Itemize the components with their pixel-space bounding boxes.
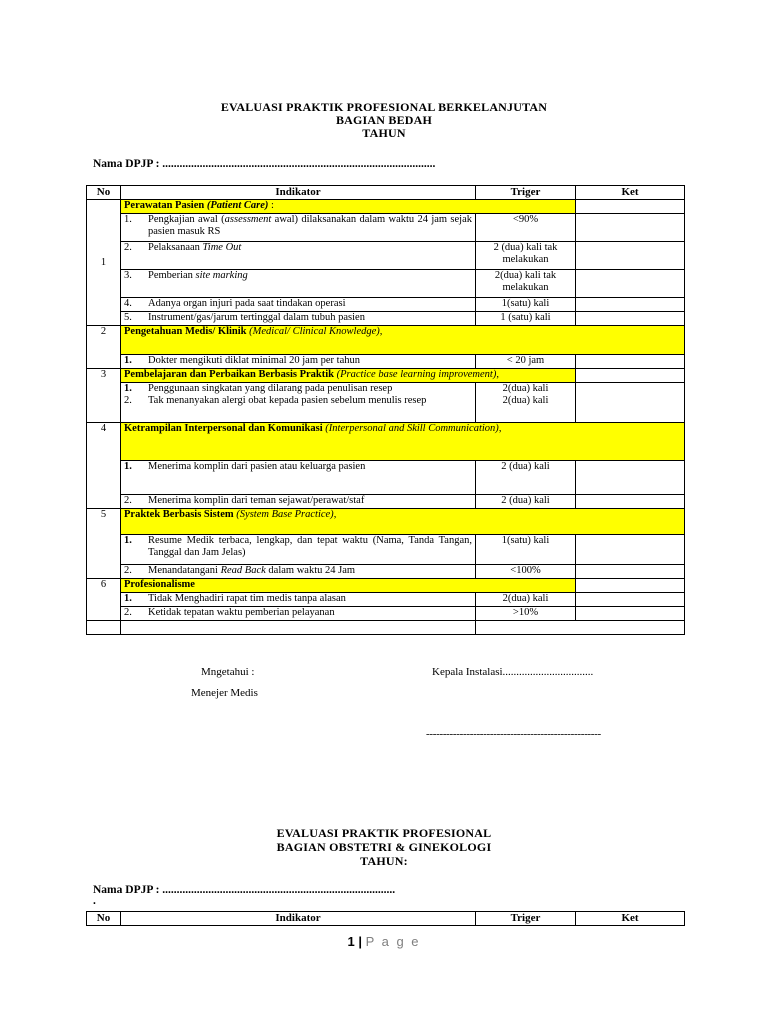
section-4-no: 4 — [87, 423, 121, 509]
section-5-no: 5 — [87, 509, 121, 579]
table-row: 2. Menandatangani Read Back dalam waktu 24 Jam <100% — [87, 565, 685, 579]
ket-cell — [576, 214, 685, 242]
ket-cell — [576, 355, 685, 369]
mengetahui-label: Mngetahui : — [201, 666, 255, 678]
table-header-row — [87, 186, 685, 200]
table-row: 2. Ketidak tepatan waktu pemberian pelayanan >10% — [87, 607, 685, 621]
section-4-title: Ketrampilan Interpersonal dan Komunikasi (Interpersonal and Skill Communication), — [121, 423, 685, 461]
page-label: P a g e — [365, 934, 421, 949]
doc2-nama-dpjp: Nama DPJP : ................................................................................. — [93, 884, 396, 896]
table-row: 4. Adanya organ injuri pada saat tindakan operasi 1(satu) kali — [87, 298, 685, 312]
doc1-nama-dpjp: Nama DPJP : ............................................................................................... — [93, 158, 436, 170]
section-6-title: Profesionalisme — [121, 579, 576, 593]
ket-cell — [576, 495, 685, 509]
table-row: 1. Pengkajian awal (assessment awal) dilaksanakan dalam waktu 24 jam sejak pasien masuk RS <90% — [87, 214, 685, 242]
table-row: 1. Dokter mengikuti diklat minimal 20 jam per tahun < 20 jam — [87, 355, 685, 369]
ket-cell — [576, 461, 685, 495]
header-ket: Ket — [576, 186, 685, 200]
section-1-no: 1 — [87, 200, 121, 326]
section-3-no: 3 — [87, 369, 121, 423]
header-triger: Triger — [476, 912, 576, 926]
triger-cell: <100% — [476, 565, 576, 579]
table-row: 1. Tidak Menghadiri rapat tim medis tanpa alasan 2(dua) kali — [87, 593, 685, 607]
section-2-title: Pengetahuan Medis/ Klinik (Medical/ Clinical Knowledge), — [121, 326, 685, 355]
doc2-evaluation-table — [86, 911, 685, 926]
section-3-title: Pembelajaran dan Perbaikan Berbasis Praktik (Practice base learning improvement), — [121, 369, 576, 383]
header-ket: Ket — [576, 912, 685, 926]
ket-cell — [576, 298, 685, 312]
ket-cell — [576, 565, 685, 579]
doc1-title-line-2: BAGIAN BEDAH — [335, 113, 433, 127]
triger-cell: < 20 jam — [476, 355, 576, 369]
doc1-title-line-3: TAHUN — [362, 126, 406, 140]
ket-cell — [576, 270, 685, 298]
table-empty-row — [87, 621, 685, 635]
table-row: 5. Instrument/gas/jarum tertinggal dalam tubuh pasien 1 (satu) kali — [87, 312, 685, 326]
page-number: 1 — [347, 934, 355, 949]
menejer-medis-label: Menejer Medis — [191, 687, 258, 699]
header-triger: Triger — [476, 186, 576, 200]
ket-cell — [576, 242, 685, 270]
signature-line: ---------------------------------------------------- — [426, 728, 601, 740]
table-row: 2. Pelaksanaan Time Out 2 (dua) kali tak melakukan — [87, 242, 685, 270]
triger-cell: 2 (dua) kali tak melakukan — [476, 242, 576, 270]
ket-cell — [576, 535, 685, 565]
table-row: 2. Menerima komplin dari teman sejawat/perawat/staf 2 (dua) kali — [87, 495, 685, 509]
kepala-instalasi-label: Kepala Instalasi................................. — [432, 666, 594, 678]
triger-cell: 2(dua) kali — [476, 593, 576, 607]
ket-cell — [576, 607, 685, 621]
triger-cell: 2(dua) kali tak melakukan — [476, 270, 576, 298]
doc1-evaluation-table — [86, 185, 685, 635]
triger-cell: 2 (dua) kali — [476, 461, 576, 495]
doc2-title-line-3: TAHUN: — [360, 854, 408, 868]
page-footer — [0, 934, 768, 949]
table-header-row — [87, 912, 685, 926]
table-row: 1. Penggunaan singkatan yang dilarang pada penulisan resep 2. Tak menanyakan alergi obat kepada pasien sebelum menulis resep 2(dua) kali 2(dua) kali — [87, 383, 685, 423]
ket-cell — [576, 593, 685, 607]
header-indikator: Indikator — [121, 186, 476, 200]
table-row: 3. Pemberian site marking 2(dua) kali tak melakukan — [87, 270, 685, 298]
ket-cell — [576, 312, 685, 326]
doc2-title-line-2: BAGIAN OBSTETRI & GINEKOLOGI — [276, 840, 492, 854]
triger-cell: >10% — [476, 607, 576, 621]
doc1-title-line-1: EVALUASI PRAKTIK PROFESIONAL BERKELANJUTAN — [220, 100, 548, 114]
section-2-no: 2 — [87, 326, 121, 369]
triger-cell: 2 (dua) kali — [476, 495, 576, 509]
header-indikator: Indikator — [121, 912, 476, 926]
ket-cell — [576, 383, 685, 423]
page-separator: | — [358, 934, 362, 949]
triger-cell: <90% — [476, 214, 576, 242]
doc2-nama-dot: . — [93, 895, 96, 907]
section-5-title: Praktek Berbasis Sistem (System Base Practice), — [121, 509, 685, 535]
triger-cell: 1(satu) kali — [476, 535, 576, 565]
table-row: 1. Menerima komplin dari pasien atau keluarga pasien 2 (dua) kali — [87, 461, 685, 495]
table-row: 1. Resume Medik terbaca, lengkap, dan tepat waktu (Nama, Tanda Tangan, Tanggal dan Jam Jelas) 1(satu) kali — [87, 535, 685, 565]
header-no: No — [87, 186, 121, 200]
doc2-title-line-1: EVALUASI PRAKTIK PROFESIONAL — [276, 826, 492, 840]
triger-cell: 2(dua) kali 2(dua) kali — [476, 383, 576, 423]
triger-cell: 1(satu) kali — [476, 298, 576, 312]
section-6-no: 6 — [87, 579, 121, 621]
section-1-title: Perawatan Pasien (Patient Care) : — [121, 200, 576, 214]
triger-cell: 1 (satu) kali — [476, 312, 576, 326]
header-no: No — [87, 912, 121, 926]
